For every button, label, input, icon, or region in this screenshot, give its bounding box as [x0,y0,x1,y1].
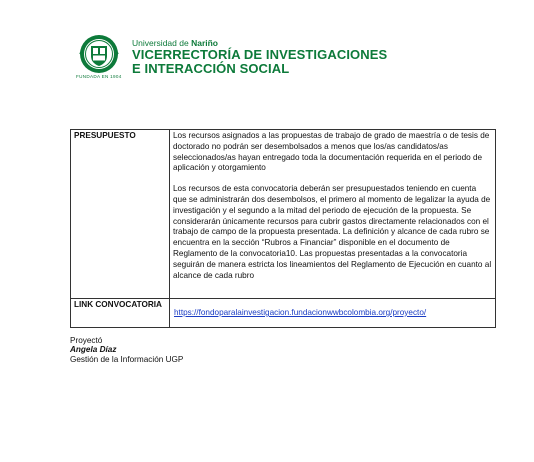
link-label: LINK CONVOCATORIA [71,299,170,328]
footer-dept: Gestión de la Información UGP [70,354,184,364]
table-row [71,299,496,328]
brand-block [132,38,387,76]
footer-role: Proyectó [70,336,103,345]
university-name-main: Nariño [191,38,218,48]
call-details-table [70,129,496,328]
link-cell [170,299,496,328]
budget-paragraph-1: Los recursos asignados a las propuestas de trabajo de grado de maestría o de tesis de doctorado no podrán ser desembolsados a menos que los/as candidatos/as seleccionados/as hayan entregado toda la documentación requerida en el periodo de aplicación y otorgamiento [173,131,490,173]
budget-content [170,130,496,299]
document-header [76,34,388,84]
office-title-line1: VICERRECTORÍA DE INVESTIGACIONES [132,47,388,62]
logo-caption: FUNDADA EN 1904 [76,74,122,79]
budget-paragraph-2: Los recursos de esta convocatoria deberán ser presupuestados teniendo en cuenta que se administrarán dos desembolsos, el primero al momento de legalizar la ayuda de investigación y el segundo a la mitad del periodo de ejecución de la propuesta. Se considerarán únicamente recursos para cubrir gastos directamente relacionados con el trabajo de campo de la propuesta presentada. La definición y alcance de cada rubro se encuentra en la sección “Rubros a Financiar” disponible en el documento de Reglamento de la convocatoria10. Las propuestas presentadas a la convocatoria seguirán de manera estricta los lineamientos del Reglamento de Ejecución en cuanto al alcance de cada rubro [173,184,492,280]
document-footer [70,336,183,364]
office-title-line2: E INTERACCIÓN SOCIAL [132,61,290,76]
footer-name: Angela Díaz [70,345,117,355]
budget-label: PRESUPUESTO [71,130,170,299]
table-row [71,130,496,299]
call-link[interactable]: https://fondoparalainvestigacion.fundacionwwbcolombia.org/proyecto/ [174,308,427,317]
university-prefix: Universidad de [132,38,189,48]
